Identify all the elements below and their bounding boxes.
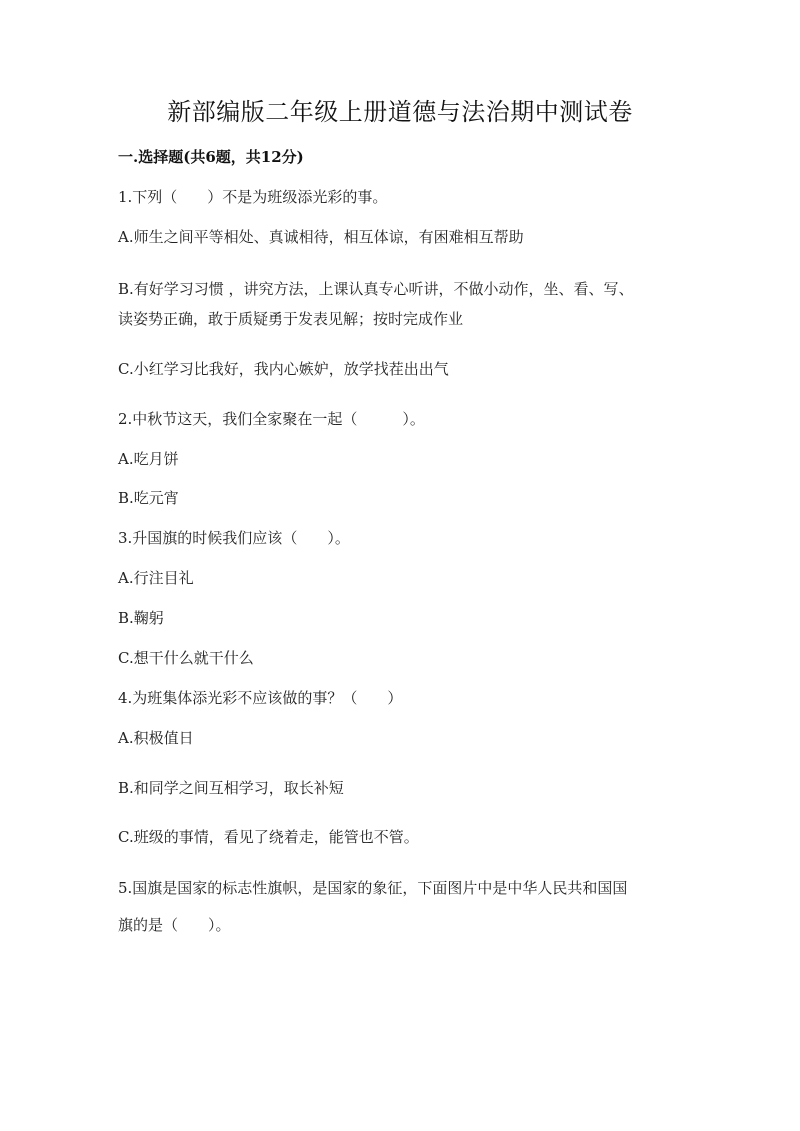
question-4-option-a: A.积极值日 xyxy=(118,729,194,747)
question-4-option-c: C.班级的事情，看见了绕着走，能管也不管。 xyxy=(118,828,419,846)
exam-title: 新部编版二年级上册道德与法治期中测试卷 xyxy=(167,98,633,126)
question-4-stem: 4.为班集体添光彩不应该做的事？（ ） xyxy=(118,689,403,707)
question-1-option-b: B.有好学习习惯 ，讲究方法，上课认真专心听讲，不做小动作，坐、看、写、 xyxy=(118,280,634,298)
question-3-option-b: B.鞠躬 xyxy=(118,609,164,627)
question-5-stem: 5.国旗是国家的标志性旗帜，是国家的象征，下面图片中是中华人民共和国国 xyxy=(118,879,628,897)
question-3-option-c: C.想干什么就干什么 xyxy=(118,649,254,667)
question-5-stem-continued: 旗的是（ ）。 xyxy=(118,916,231,934)
question-1-stem: 1.下列（ ）不是为班级添光彩的事。 xyxy=(118,188,388,206)
question-3-stem: 3.升国旗的时候我们应该（ ）。 xyxy=(118,529,350,547)
question-4-option-b: B.和同学之间互相学习，取长补短 xyxy=(118,779,344,797)
question-2-stem: 2.中秋节这天，我们全家聚在一起（ ）。 xyxy=(118,410,425,428)
question-2-option-b: B.吃元宵 xyxy=(118,489,179,507)
question-3-option-a: A.行注目礼 xyxy=(118,569,194,587)
question-1-option-c: C.小红学习比我好，我内心嫉妒，放学找茬出出气 xyxy=(118,360,449,378)
question-2-option-a: A.吃月饼 xyxy=(118,450,179,468)
question-1-option-a: A.师生之间平等相处、真诚相待，相互体谅，有困难相互帮助 xyxy=(118,228,524,246)
question-1-option-b-continued: 读姿势正确，敢于质疑勇于发表见解；按时完成作业 xyxy=(118,310,464,328)
section-heading-multiple-choice: 一.选择题(共6题，共12分) xyxy=(118,148,304,166)
